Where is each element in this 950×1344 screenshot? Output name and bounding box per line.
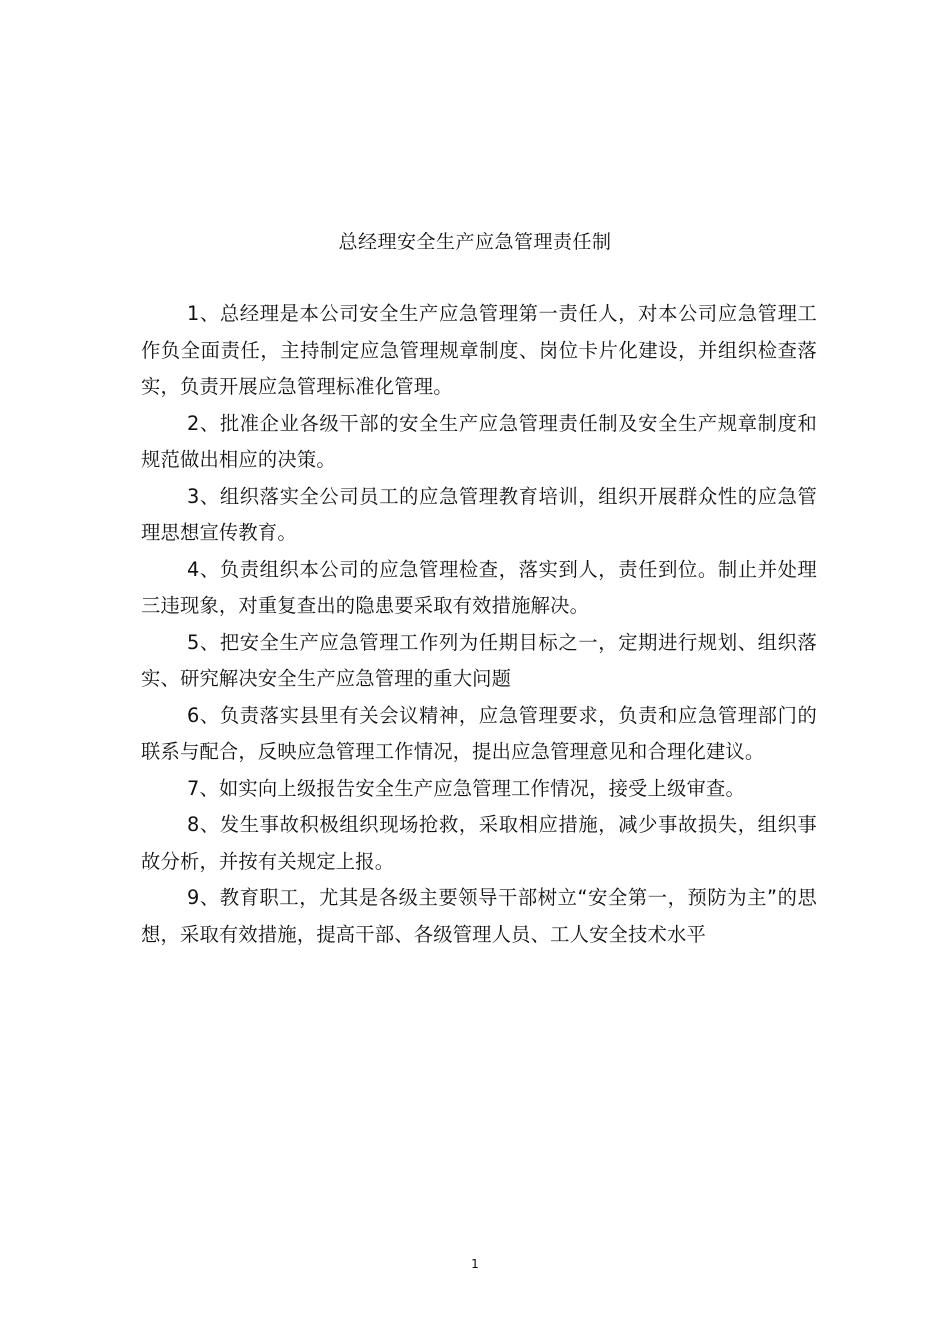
clause-8: 8、发生事故积极组织现场抢救，采取相应措施，减少事故损失，组织事故分析，并按有关规定上报。 bbox=[141, 813, 817, 873]
page-number: 1 bbox=[471, 1257, 479, 1271]
document-title: 总经理安全生产应急管理责任制 bbox=[338, 231, 612, 253]
document-body bbox=[141, 296, 817, 953]
clause-2: 2、批准企业各级干部的安全生产应急管理责任制及安全生产规章制度和规范做出相应的决策。 bbox=[141, 411, 817, 471]
clause-5: 5、把安全生产应急管理工作列为任期目标之一，定期进行规划、组织落实、研究解决安全生产应急管理的重大问题 bbox=[141, 630, 817, 690]
clause-3: 3、组织落实全公司员工的应急管理教育培训，组织开展群众性的应急管理思想宣传教育。 bbox=[141, 484, 817, 544]
clause-1: 1、总经理是本公司安全生产应急管理第一责任人，对本公司应急管理工作负全面责任，主持制定应急管理规章制度、岗位卡片化建设，并组织检查落实，负责开展应急管理标准化管理。 bbox=[141, 302, 817, 398]
clause-4: 4、负责组织本公司的应急管理检查，落实到人，责任到位。制止并处理三违现象，对重复查出的隐患要采取有效措施解决。 bbox=[141, 557, 817, 617]
clause-9: 9、教育职工，尤其是各级主要领导干部树立“安全第一，预防为主”的思想，采取有效措施，提高干部、各级管理人员、工人安全技术水平 bbox=[141, 886, 817, 946]
clause-7: 7、如实向上级报告安全生产应急管理工作情况，接受上级审查。 bbox=[187, 776, 745, 800]
clause-6: 6、负责落实县里有关会议精神，应急管理要求，负责和应急管理部门的联系与配合，反映应急管理工作情况，提出应急管理意见和合理化建议。 bbox=[141, 703, 817, 763]
